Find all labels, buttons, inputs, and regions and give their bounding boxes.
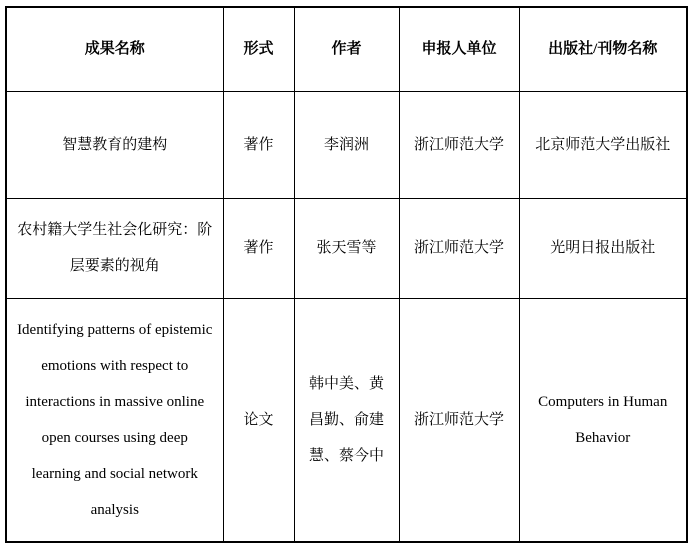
cell-form: 著作: [223, 198, 294, 298]
cell-authors: 韩中美、黄昌勤、俞建慧、蔡今中: [294, 298, 399, 542]
col-header-applicant-unit: 申报人单位: [399, 7, 519, 91]
table-row: [6, 298, 687, 542]
cell-publisher: 光明日报出版社: [519, 198, 687, 298]
achievements-table: [5, 6, 688, 543]
table-row: [6, 198, 687, 298]
col-header-achievement-name: 成果名称: [6, 7, 223, 91]
cell-achievement-name: Identifying patterns of epistemic emotions with respect to interactions in massive online open courses using deep learning and social network analysis: [6, 298, 223, 542]
cell-authors: 张天雪等: [294, 198, 399, 298]
col-header-form: 形式: [223, 7, 294, 91]
col-header-authors: 作者: [294, 7, 399, 91]
col-header-publisher: 出版社/刊物名称: [519, 7, 687, 91]
cell-publisher: 北京师范大学出版社: [519, 91, 687, 198]
cell-applicant-unit: 浙江师范大学: [399, 91, 519, 198]
cell-achievement-name: 农村籍大学生社会化研究：阶层要素的视角: [6, 198, 223, 298]
table-row: [6, 91, 687, 198]
cell-applicant-unit: 浙江师范大学: [399, 198, 519, 298]
cell-publisher: Computers in Human Behavior: [519, 298, 687, 542]
cell-achievement-name: 智慧教育的建构: [6, 91, 223, 198]
cell-form: 论文: [223, 298, 294, 542]
cell-applicant-unit: 浙江师范大学: [399, 298, 519, 542]
table-header-row: [6, 7, 687, 91]
cell-form: 著作: [223, 91, 294, 198]
cell-authors: 李润洲: [294, 91, 399, 198]
